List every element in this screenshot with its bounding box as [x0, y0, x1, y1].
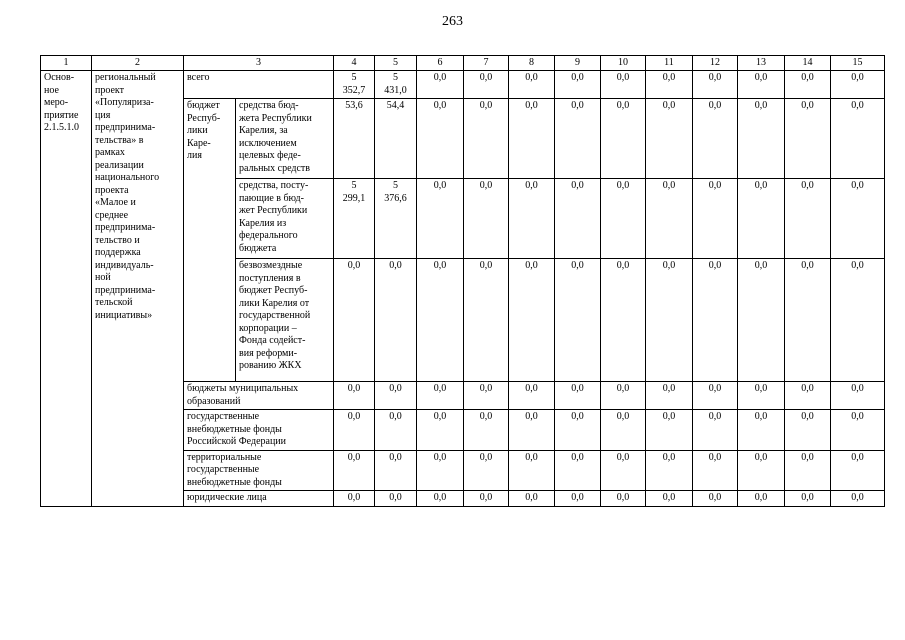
value-cell: 0,0 [555, 450, 601, 491]
value-cell: 0,0 [417, 410, 464, 451]
header-cell: 7 [464, 56, 509, 71]
value-cell: 0,0 [509, 491, 555, 507]
header-cell: 14 [785, 56, 831, 71]
value-cell: 0,0 [646, 71, 693, 99]
value-cell: 0,0 [831, 259, 885, 382]
value-cell: 0,0 [601, 410, 646, 451]
value-cell: 0,0 [509, 450, 555, 491]
value-cell: 0,0 [509, 259, 555, 382]
value-cell: 0,0 [417, 71, 464, 99]
value-cell: 0,0 [693, 259, 738, 382]
value-cell: 0,0 [693, 99, 738, 179]
table-row [41, 71, 885, 99]
value-cell: 0,0 [601, 99, 646, 179]
project-cell: региональный проект «Популяриза- ция предпринима- тельства» в рамках реализации национального проекта «Малое и среднее предпринима- тельство и поддержка индивидуаль- ной предпринима- тельской инициативы» [92, 71, 184, 507]
value-cell: 0,0 [785, 410, 831, 451]
value-cell: 0,0 [334, 491, 375, 507]
value-cell: 0,0 [464, 259, 509, 382]
header-cell: 11 [646, 56, 693, 71]
value-cell: 0,0 [831, 491, 885, 507]
value-cell: 0,0 [831, 179, 885, 259]
value-cell: 0,0 [738, 179, 785, 259]
value-cell: 0,0 [738, 410, 785, 451]
page-number: 263 [442, 14, 463, 29]
value-cell: 0,0 [509, 99, 555, 179]
value-cell: 0,0 [831, 382, 885, 410]
value-cell: 0,0 [601, 71, 646, 99]
value-cell: 0,0 [509, 179, 555, 259]
value-cell: 0,0 [555, 410, 601, 451]
value-cell: 0,0 [464, 382, 509, 410]
value-cell: 0,0 [646, 491, 693, 507]
value-cell: 0,0 [693, 491, 738, 507]
value-cell: 5 352,7 [334, 71, 375, 99]
value-cell: 0,0 [417, 259, 464, 382]
value-cell: 0,0 [785, 259, 831, 382]
source-label: государственные внебюджетные фонды Российской Федерации [184, 410, 334, 451]
header-cell: 10 [601, 56, 646, 71]
value-cell: 0,0 [646, 410, 693, 451]
value-cell: 0,0 [646, 259, 693, 382]
value-cell: 0,0 [464, 99, 509, 179]
value-cell: 0,0 [464, 491, 509, 507]
value-cell: 0,0 [555, 382, 601, 410]
value-cell: 0,0 [555, 491, 601, 507]
value-cell: 0,0 [738, 99, 785, 179]
header-cell: 4 [334, 56, 375, 71]
value-cell: 0,0 [738, 491, 785, 507]
value-cell: 0,0 [464, 179, 509, 259]
value-cell: 0,0 [831, 71, 885, 99]
value-cell: 0,0 [375, 491, 417, 507]
value-cell: 0,0 [646, 179, 693, 259]
budget-rk-cell: бюджет Респуб- лики Каре- лия [184, 99, 236, 382]
value-cell: 0,0 [375, 382, 417, 410]
value-cell: 0,0 [375, 259, 417, 382]
value-cell: 0,0 [375, 450, 417, 491]
header-cell: 2 [92, 56, 184, 71]
value-cell: 0,0 [738, 450, 785, 491]
value-cell: 0,0 [509, 410, 555, 451]
source-label: территориальные государственные внебюджетные фонды [184, 450, 334, 491]
source-label: средства бюд- жета Республики Карелия, за исключением целевых феде- ральных средств [236, 99, 334, 179]
value-cell: 5 431,0 [375, 71, 417, 99]
value-cell: 0,0 [738, 259, 785, 382]
value-cell: 0,0 [417, 491, 464, 507]
header-cell: 13 [738, 56, 785, 71]
value-cell: 0,0 [334, 410, 375, 451]
value-cell: 0,0 [555, 99, 601, 179]
value-cell: 0,0 [785, 179, 831, 259]
value-cell: 0,0 [693, 382, 738, 410]
header-cell: 8 [509, 56, 555, 71]
financing-table [40, 55, 885, 507]
value-cell: 0,0 [738, 382, 785, 410]
header-cell: 15 [831, 56, 885, 71]
value-cell: 0,0 [601, 450, 646, 491]
value-cell: 0,0 [693, 450, 738, 491]
header-cell: 6 [417, 56, 464, 71]
header-row [41, 56, 885, 71]
value-cell: 0,0 [785, 99, 831, 179]
value-cell: 0,0 [831, 450, 885, 491]
value-cell: 0,0 [785, 382, 831, 410]
header-cell: 12 [693, 56, 738, 71]
value-cell: 0,0 [646, 99, 693, 179]
value-cell: 0,0 [646, 450, 693, 491]
value-cell: 0,0 [785, 450, 831, 491]
value-cell: 0,0 [334, 450, 375, 491]
value-cell: 0,0 [693, 71, 738, 99]
value-cell: 0,0 [509, 382, 555, 410]
value-cell: 0,0 [601, 179, 646, 259]
header-cell: 9 [555, 56, 601, 71]
header-cell: 3 [184, 56, 334, 71]
value-cell: 0,0 [464, 450, 509, 491]
value-cell: 53,6 [334, 99, 375, 179]
value-cell: 0,0 [464, 71, 509, 99]
value-cell: 0,0 [334, 382, 375, 410]
value-cell: 0,0 [785, 491, 831, 507]
value-cell: 0,0 [509, 71, 555, 99]
value-cell: 0,0 [417, 382, 464, 410]
value-cell: 5 376,6 [375, 179, 417, 259]
value-cell: 0,0 [555, 71, 601, 99]
source-label: безвозмездные поступления в бюджет Респуб- лики Карелия от государственной корпорации – Фонда содейст- вия реформи- рованию ЖКХ [236, 259, 334, 382]
value-cell: 0,0 [693, 179, 738, 259]
value-cell: 0,0 [601, 491, 646, 507]
source-label: бюджеты муниципальных образований [184, 382, 334, 410]
value-cell: 0,0 [417, 450, 464, 491]
source-label: юридические лица [184, 491, 334, 507]
header-cell: 1 [41, 56, 92, 71]
value-cell: 0,0 [334, 259, 375, 382]
value-cell: 0,0 [831, 410, 885, 451]
value-cell: 0,0 [555, 179, 601, 259]
value-cell: 0,0 [417, 179, 464, 259]
value-cell: 0,0 [375, 410, 417, 451]
value-cell: 0,0 [601, 382, 646, 410]
value-cell: 5 299,1 [334, 179, 375, 259]
value-cell: 0,0 [601, 259, 646, 382]
source-label: средства, посту- пающие в бюд- жет Республики Карелия из федерального бюджета [236, 179, 334, 259]
value-cell: 0,0 [646, 382, 693, 410]
activity-cell: Основ- ное меро- приятие 2.1.5.1.0 [41, 71, 92, 507]
value-cell: 0,0 [693, 410, 738, 451]
source-label: всего [184, 71, 334, 99]
value-cell: 0,0 [555, 259, 601, 382]
header-cell: 5 [375, 56, 417, 71]
value-cell: 0,0 [831, 99, 885, 179]
value-cell: 0,0 [417, 99, 464, 179]
value-cell: 54,4 [375, 99, 417, 179]
value-cell: 0,0 [785, 71, 831, 99]
value-cell: 0,0 [738, 71, 785, 99]
value-cell: 0,0 [464, 410, 509, 451]
